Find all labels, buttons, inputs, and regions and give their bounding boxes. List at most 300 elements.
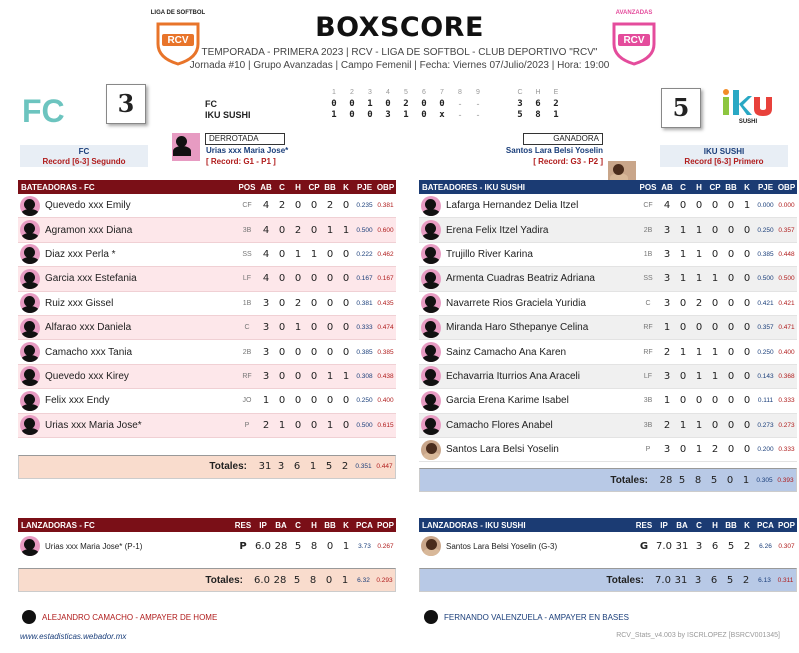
stat-k: 0 <box>743 419 751 431</box>
stat-cp: 0 <box>711 419 719 431</box>
stat-c: 1 <box>679 224 687 236</box>
player-avatar <box>421 196 441 216</box>
stat-bb: 0 <box>727 322 735 334</box>
stat-h: 1 <box>695 444 703 456</box>
stat-cp: 0 <box>711 248 719 260</box>
stat-ab: 4 <box>663 200 671 212</box>
stat-obp: 0.462 <box>377 250 394 258</box>
stat-pje: 0.500 <box>356 421 373 429</box>
stat-ab: 3 <box>663 297 671 309</box>
pitcher-row: Santos Lara Belsi Yoselin (G-3) G 7.0 31 3 6 5 2 6.26 0.307 <box>419 532 797 560</box>
stat-pje: 0.235 <box>356 202 373 210</box>
batter-row <box>419 389 797 413</box>
umpire-bases: FERNANDO VALENZUELA - AMPAYER EN BASES <box>424 610 629 624</box>
errors-header: E <box>553 89 559 96</box>
stat-obp: 0.400 <box>377 397 394 405</box>
player-name: Echavarria Iturrios Ana Araceli <box>446 370 580 382</box>
league-logo-left-caption: LIGA DE SOFTBOL <box>150 10 206 16</box>
fc-batting-header: BATEADORAS - FC POS AB C H CP BB K PJE OBP <box>18 180 396 194</box>
player-name: Camacho xxx Tania <box>45 346 133 358</box>
iku-logo-sub: SUSHI <box>738 119 758 125</box>
stat-ab: 2 <box>663 419 671 431</box>
stat-ab: 4 <box>262 248 270 260</box>
player-position: 3B <box>242 226 252 234</box>
stat-pje: 0.111 <box>757 397 774 405</box>
iku-batting-section <box>419 180 797 492</box>
stat-k: 1 <box>342 370 350 382</box>
stat-pje: 0.250 <box>356 397 373 405</box>
player-name: Miranda Haro Sthepanye Celina <box>446 322 589 334</box>
stat-k: 0 <box>342 297 350 309</box>
stat-h: 0 <box>294 346 302 358</box>
stat-pje: 0.385 <box>757 250 774 258</box>
stat-bb: 1 <box>326 224 334 236</box>
stat-h: 0 <box>294 200 302 212</box>
batter-row <box>419 365 797 389</box>
stat-h: 0 <box>294 395 302 407</box>
stat-pje: 0.222 <box>356 250 373 258</box>
batter-row <box>18 194 396 218</box>
stat-ab: 1 <box>262 395 270 407</box>
stat-bb: 0 <box>727 346 735 358</box>
stat-pje: 0.500 <box>757 275 774 283</box>
stat-pje: 0.000 <box>757 202 774 210</box>
stat-k: 0 <box>743 248 751 260</box>
subtitle: TEMPORADA - PRIMERA 2023 | RCV - LIGA DE SOFTBOL - CLUB DEPORTIVO "RCV" <box>201 47 598 58</box>
stat-bb: 0 <box>326 346 334 358</box>
stat-k: 0 <box>743 322 751 334</box>
stat-pje: 0.333 <box>356 324 373 332</box>
website-link[interactable]: www.estadisticas.webador.mx <box>20 632 127 641</box>
game-info: Jornada #10 | Grupo Avanzadas | Campo Femenil | Fecha: Viernes 07/Julio/2023 | Hora: 19:00 <box>189 60 610 71</box>
stat-bb: 0 <box>727 224 735 236</box>
linescore-row-away: FC 0 0 1 0 2 0 0 - - 3 6 2 <box>205 98 559 109</box>
stat-h: 1 <box>695 224 703 236</box>
stat-bb: 0 <box>326 395 334 407</box>
player-position: RF <box>242 372 252 380</box>
stat-pje: 0.167 <box>356 275 373 283</box>
stat-c: 0 <box>278 273 286 285</box>
stat-ab: 1 <box>663 395 671 407</box>
stat-ab: 4 <box>262 273 270 285</box>
fc-team-logo <box>18 92 78 128</box>
stat-k: 0 <box>743 297 751 309</box>
player-avatar <box>20 391 40 411</box>
player-name: Quevedo xxx Emily <box>45 200 131 212</box>
iku-batting-header: BATEADORES - IKU SUSHI POS AB C H CP BB K PJE OBP <box>419 180 797 194</box>
player-name: Felix xxx Endy <box>45 395 110 407</box>
stat-h: 0 <box>695 322 703 334</box>
stat-obp: 0.438 <box>377 372 394 380</box>
inning-header: 1 <box>332 89 336 96</box>
stat-obp: 0.385 <box>377 348 394 356</box>
player-name: Lafarga Hernandez Delia Itzel <box>446 200 579 212</box>
player-position: P <box>244 421 250 429</box>
stat-cp: 0 <box>310 297 318 309</box>
stat-c: 0 <box>278 224 286 236</box>
hits-header: H <box>535 89 541 96</box>
stat-h: 1 <box>695 370 703 382</box>
stat-ab: 3 <box>663 273 671 285</box>
winner-record: [ Record: G3 - P2 ] <box>533 157 603 166</box>
stat-k: 0 <box>342 273 350 285</box>
version-text: RCV_Stats_v4.003 by ISCRLOPEZ [BSRCV001345] <box>616 632 780 639</box>
stat-ab: 1 <box>663 322 671 334</box>
player-position: JO <box>242 397 252 405</box>
stat-cp: 2 <box>711 444 719 456</box>
stat-c: 0 <box>278 370 286 382</box>
iku-pitching-section <box>419 518 797 592</box>
stat-pje: 0.385 <box>356 348 373 356</box>
stat-c: 0 <box>679 200 687 212</box>
svg-text:RCV: RCV <box>167 35 189 46</box>
pitcher-row: Urias xxx Maria Jose* (P-1) P 6.0 28 5 8 0 1 3.73 0.267 <box>18 532 396 560</box>
stat-k: 0 <box>743 346 751 358</box>
stat-k: 0 <box>743 273 751 285</box>
stat-c: 1 <box>679 419 687 431</box>
stat-c: 1 <box>278 419 286 431</box>
player-position: 2B <box>643 226 653 234</box>
stat-h: 0 <box>294 370 302 382</box>
stat-k: 1 <box>342 224 350 236</box>
stat-cp: 0 <box>310 273 318 285</box>
stat-ab: 4 <box>262 224 270 236</box>
player-avatar <box>421 244 441 264</box>
fc-pitching-totals: Totales: 6.0 28 5 8 0 1 6.32 0.293 <box>18 568 396 592</box>
inning-header: 9 <box>476 89 480 96</box>
player-position: 2B <box>242 348 252 356</box>
fc-pitching-section <box>18 518 396 592</box>
home-team-box <box>660 145 788 167</box>
player-name: Armenta Cuadras Beatriz Adriana <box>446 273 595 285</box>
batter-row <box>18 414 396 438</box>
batter-row <box>419 316 797 340</box>
linescore-table <box>205 87 565 120</box>
player-name: Santos Lara Belsi Yoselin <box>446 444 559 456</box>
iku-pitching-totals: Totales: 7.0 31 3 6 5 2 6.13 0.311 <box>419 568 797 592</box>
player-name: Quevedo xxx Kirey <box>45 370 129 382</box>
inning-header: 3 <box>368 89 372 96</box>
stat-h: 0 <box>695 395 703 407</box>
stat-k: 0 <box>743 444 751 456</box>
stat-bb: 0 <box>326 248 334 260</box>
stat-ab: 3 <box>262 346 270 358</box>
umpire-home: ALEJANDRO CAMACHO - AMPAYER DE HOME <box>22 610 217 624</box>
stat-cp: 1 <box>711 273 719 285</box>
player-position: LF <box>242 275 252 283</box>
fc-batting-totals: Totales: 31 3 6 1 5 2 0.351 0.447 <box>18 455 396 479</box>
stat-k: 0 <box>342 395 350 407</box>
batter-row <box>419 414 797 438</box>
stat-bb: 0 <box>727 419 735 431</box>
player-avatar <box>20 220 40 240</box>
stat-bb: 0 <box>727 395 735 407</box>
player-name: Sainz Camacho Ana Karen <box>446 346 567 358</box>
winner-label: GANADORA <box>523 133 603 145</box>
stat-bb: 0 <box>727 248 735 260</box>
stat-obp: 0.000 <box>778 202 795 210</box>
umpire-icon <box>424 610 438 624</box>
stat-h: 2 <box>294 297 302 309</box>
stat-obp: 0.273 <box>778 421 795 429</box>
stat-obp: 0.435 <box>377 299 394 307</box>
stat-cp: 0 <box>711 224 719 236</box>
player-position: RF <box>643 348 653 356</box>
player-avatar <box>421 220 441 240</box>
stat-bb: 0 <box>727 297 735 309</box>
batter-row <box>18 218 396 242</box>
player-name: Erena Felix Itzel Yadira <box>446 224 549 236</box>
loser-label: DERROTADA <box>205 133 285 145</box>
player-position: 3B <box>643 397 653 405</box>
stat-k: 1 <box>743 200 751 212</box>
stat-cp: 0 <box>711 322 719 334</box>
batter-row <box>419 243 797 267</box>
batter-row <box>419 292 797 316</box>
batter-row <box>419 218 797 242</box>
player-name: Ruiz xxx Gissel <box>45 297 114 309</box>
stat-pje: 0.308 <box>356 372 373 380</box>
stat-bb: 0 <box>727 444 735 456</box>
stat-h: 1 <box>294 322 302 334</box>
runs-header: C <box>517 89 523 96</box>
stat-ab: 3 <box>663 248 671 260</box>
stat-cp: 1 <box>711 346 719 358</box>
stat-cp: 0 <box>310 322 318 334</box>
inning-header: 5 <box>404 89 408 96</box>
player-photo <box>421 536 441 556</box>
player-position: C <box>244 324 250 332</box>
stat-h: 1 <box>695 248 703 260</box>
player-avatar <box>20 318 40 338</box>
iku-team-logo <box>720 88 776 132</box>
stat-k: 0 <box>342 248 350 260</box>
stat-cp: 1 <box>310 248 318 260</box>
stat-pje: 0.250 <box>757 348 774 356</box>
stat-obp: 0.600 <box>377 226 394 234</box>
stat-h: 2 <box>695 297 703 309</box>
loser-name: Urias xxx Maria Jose* <box>206 146 289 155</box>
stat-cp: 1 <box>711 370 719 382</box>
player-avatar <box>20 293 40 313</box>
stat-h: 1 <box>695 419 703 431</box>
iku-pitching-header: LANZADORAS - IKU SUSHI RES IP BA C H BB K PCA POP <box>419 518 797 532</box>
stat-ab: 3 <box>663 444 671 456</box>
stat-h: 1 <box>294 248 302 260</box>
stat-c: 0 <box>679 444 687 456</box>
stat-k: 0 <box>342 346 350 358</box>
player-position: 1B <box>643 250 653 258</box>
stat-cp: 0 <box>310 395 318 407</box>
stat-k: 0 <box>743 224 751 236</box>
stat-cp: 0 <box>711 200 719 212</box>
stat-obp: 0.615 <box>377 421 394 429</box>
stat-c: 0 <box>679 322 687 334</box>
inning-header: 4 <box>386 89 390 96</box>
away-team-name: FC <box>78 147 90 156</box>
stat-ab: 2 <box>262 419 270 431</box>
iku-batting-totals: Totales: 28 5 8 5 0 1 0.305 0.393 <box>419 468 797 492</box>
stat-obp: 0.474 <box>377 324 394 332</box>
player-name: Garcia Erena Karime Isabel <box>446 395 569 407</box>
stat-bb: 1 <box>326 370 334 382</box>
batter-row <box>18 340 396 364</box>
stat-obp: 0.368 <box>778 372 795 380</box>
stat-c: 1 <box>679 346 687 358</box>
loser-record: [ Record: G1 - P1 ] <box>206 157 276 166</box>
player-position: RF <box>643 324 653 332</box>
stat-c: 0 <box>679 297 687 309</box>
batter-row <box>419 194 797 218</box>
stat-bb: 2 <box>326 200 334 212</box>
stat-pje: 0.500 <box>356 226 373 234</box>
batter-row <box>18 267 396 291</box>
stat-bb: 0 <box>727 200 735 212</box>
player-name: Garcia xxx Estefania <box>45 273 137 285</box>
stat-c: 0 <box>278 297 286 309</box>
player-avatar <box>421 269 441 289</box>
fc-logo-text: FC <box>22 93 65 128</box>
player-position: P <box>645 446 651 454</box>
stat-k: 0 <box>743 370 751 382</box>
player-avatar <box>20 366 40 386</box>
batter-row <box>18 292 396 316</box>
stat-obp: 0.500 <box>778 275 795 283</box>
player-avatar <box>421 391 441 411</box>
player-avatar <box>421 366 441 386</box>
stat-obp: 0.471 <box>778 324 795 332</box>
batter-row <box>18 365 396 389</box>
player-position: 3B <box>643 421 653 429</box>
player-position: SS <box>643 275 653 283</box>
stat-h: 1 <box>695 273 703 285</box>
stat-ab: 2 <box>663 346 671 358</box>
stat-cp: 0 <box>310 346 318 358</box>
stat-h: 2 <box>294 224 302 236</box>
stat-ab: 4 <box>262 200 270 212</box>
stat-h: 0 <box>695 200 703 212</box>
player-avatar <box>20 342 40 362</box>
batter-row <box>18 389 396 413</box>
stat-pje: 0.200 <box>757 446 774 454</box>
stat-pje: 0.143 <box>757 372 774 380</box>
player-avatar <box>20 536 40 556</box>
batter-row <box>419 267 797 291</box>
away-team-box <box>20 145 148 167</box>
stat-h: 0 <box>294 273 302 285</box>
stat-obp: 0.421 <box>778 299 795 307</box>
stat-c: 0 <box>278 322 286 334</box>
stat-k: 0 <box>342 322 350 334</box>
stat-c: 0 <box>679 370 687 382</box>
stat-c: 0 <box>679 395 687 407</box>
player-name: Navarrete Rios Graciela Yuridia <box>446 297 586 309</box>
away-team-record: Record [6-3] Segundo <box>42 157 126 166</box>
player-name: Alfarao xxx Daniela <box>45 322 132 334</box>
inning-header: 6 <box>422 89 426 96</box>
player-name: Diaz xxx Perla * <box>45 248 116 260</box>
stat-pje: 0.421 <box>757 299 774 307</box>
league-logo-right-caption: AVANZADAS <box>615 10 653 16</box>
stat-h: 1 <box>695 346 703 358</box>
stat-cp: 0 <box>310 200 318 212</box>
player-name: Agramon xxx Diana <box>45 224 133 236</box>
stat-ab: 3 <box>262 297 270 309</box>
stat-ab: 3 <box>663 224 671 236</box>
stat-cp: 0 <box>711 395 719 407</box>
inning-header: 7 <box>440 89 444 96</box>
stat-cp: 0 <box>711 297 719 309</box>
linescore-row-home: IKU SUSHI 1 0 0 3 1 0 x - - 5 8 1 <box>205 109 559 120</box>
stat-obp: 0.448 <box>778 250 795 258</box>
stat-bb: 1 <box>326 419 334 431</box>
page-title: BOXSCORE <box>315 12 484 43</box>
stat-bb: 0 <box>727 370 735 382</box>
player-avatar <box>421 415 441 435</box>
stat-k: 0 <box>342 419 350 431</box>
inning-header: 8 <box>458 89 462 96</box>
stat-obp: 0.333 <box>778 397 795 405</box>
player-avatar <box>20 415 40 435</box>
stat-cp: 0 <box>310 419 318 431</box>
stat-c: 1 <box>679 248 687 260</box>
stat-c: 0 <box>278 248 286 260</box>
player-position: LF <box>643 372 653 380</box>
stat-k: 0 <box>342 200 350 212</box>
stat-ab: 3 <box>262 370 270 382</box>
player-position: CF <box>643 202 653 210</box>
home-team-name: IKU SUSHI <box>703 147 745 156</box>
stat-cp: 0 <box>310 370 318 382</box>
stat-bb: 0 <box>727 273 735 285</box>
svg-text:RCV: RCV <box>623 35 645 46</box>
loser-avatar <box>172 133 200 161</box>
batter-row <box>18 243 396 267</box>
stat-c: 0 <box>278 346 286 358</box>
batter-row <box>419 340 797 364</box>
stat-pje: 0.273 <box>757 421 774 429</box>
stat-obp: 0.333 <box>778 446 795 454</box>
stat-bb: 0 <box>326 297 334 309</box>
player-avatar <box>20 244 40 264</box>
player-avatar <box>421 440 441 460</box>
stat-pje: 0.250 <box>757 226 774 234</box>
batter-row <box>18 316 396 340</box>
player-avatar <box>421 293 441 313</box>
home-team-record: Record [6-3] Primero <box>684 157 764 166</box>
stat-bb: 0 <box>326 273 334 285</box>
winner-name: Santos Lara Belsi Yoselin <box>505 146 603 155</box>
player-avatar <box>20 269 40 289</box>
player-position: SS <box>242 250 252 258</box>
player-position: 1B <box>242 299 252 307</box>
player-name: Urias xxx Maria Jose* <box>45 419 142 431</box>
stat-obp: 0.381 <box>377 202 394 210</box>
stat-h: 0 <box>294 419 302 431</box>
stat-obp: 0.400 <box>778 348 795 356</box>
player-name: Camacho Flores Anabel <box>446 419 553 431</box>
away-score: 3 <box>106 84 146 124</box>
batter-row <box>419 438 797 462</box>
stat-bb: 0 <box>326 322 334 334</box>
stat-obp: 0.167 <box>377 275 394 283</box>
umpire-icon <box>22 610 36 624</box>
stat-k: 0 <box>743 395 751 407</box>
stat-obp: 0.357 <box>778 226 795 234</box>
stat-c: 2 <box>278 200 286 212</box>
stat-ab: 3 <box>262 322 270 334</box>
stat-ab: 3 <box>663 370 671 382</box>
